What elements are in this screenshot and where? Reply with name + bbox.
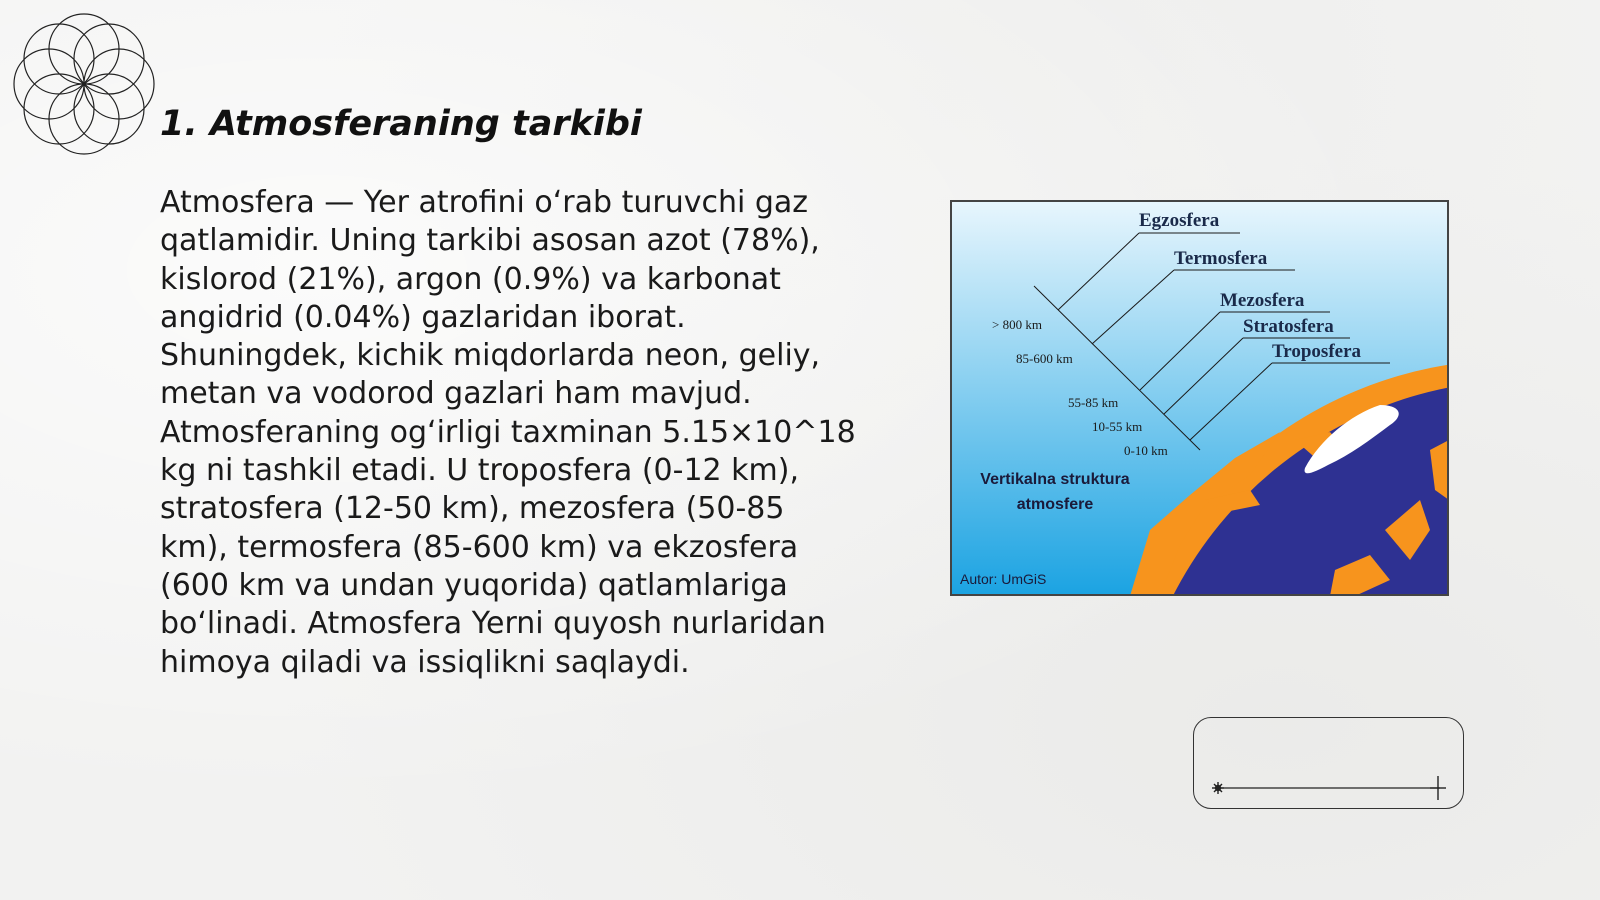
height-label-troposphere: 0-10 km [1124, 443, 1168, 458]
layer-label-troposfera: Troposfera [1272, 341, 1362, 362]
diagram-caption-line2: atmosfere [1016, 496, 1094, 513]
timeline-line [1208, 718, 1448, 810]
layer-label-termosfera: Termosfera [1174, 248, 1268, 269]
layer-label-egzosfera: Egzosfera [1139, 210, 1220, 231]
slide-title: 1. Atmosferaning tarkibi [160, 104, 642, 144]
height-label-mesosphere: 55-85 km [1068, 395, 1119, 410]
sparkle-icon [1430, 776, 1446, 800]
atmosphere-layers-diagram [950, 200, 1449, 596]
sun-icon [1212, 782, 1224, 794]
slide-body-text: Atmosfera — Yer atrofini o‘rab turuvchi gaz qatlamidir. Uning tarkibi asosan azot (78%), kislorod (21%), argon (0.9%) va karbonat angidrid (0.04%) gazlaridan iborat. Shuningdek, kichik miqdorlarda neon, geliy, metan va vodorod gazlari ham mavjud. Atmosferaning og‘irligi taxminan 5.15×10^18 kg ni tashkil etadi. U troposfera (0-12 km), stratosfera (12-50 km), mezosfera (50-85 km), termosfera (85-600 km) va ekzosfera (600 km va undan yuqorida) qatlamlariga bo‘linadi. Atmosfera Yerni quyosh nurlaridan himoya qiladi va issiqlikni saqlaydi. [160, 185, 856, 680]
decorative-rounded-box [1193, 717, 1464, 809]
layer-label-stratosfera: Stratosfera [1243, 316, 1334, 337]
diagram-author-credit: Autor: UmGiS [960, 571, 1047, 587]
orbit-circles-logo [10, 10, 158, 158]
height-label-stratosphere: 10-55 km [1092, 419, 1143, 434]
layer-label-mezosfera: Mezosfera [1220, 290, 1305, 311]
height-label-exosphere: > 800 km [992, 317, 1042, 332]
height-label-thermosphere: 85-600 km [1016, 351, 1073, 366]
diagram-caption-line1: Vertikalna struktura [980, 471, 1130, 488]
